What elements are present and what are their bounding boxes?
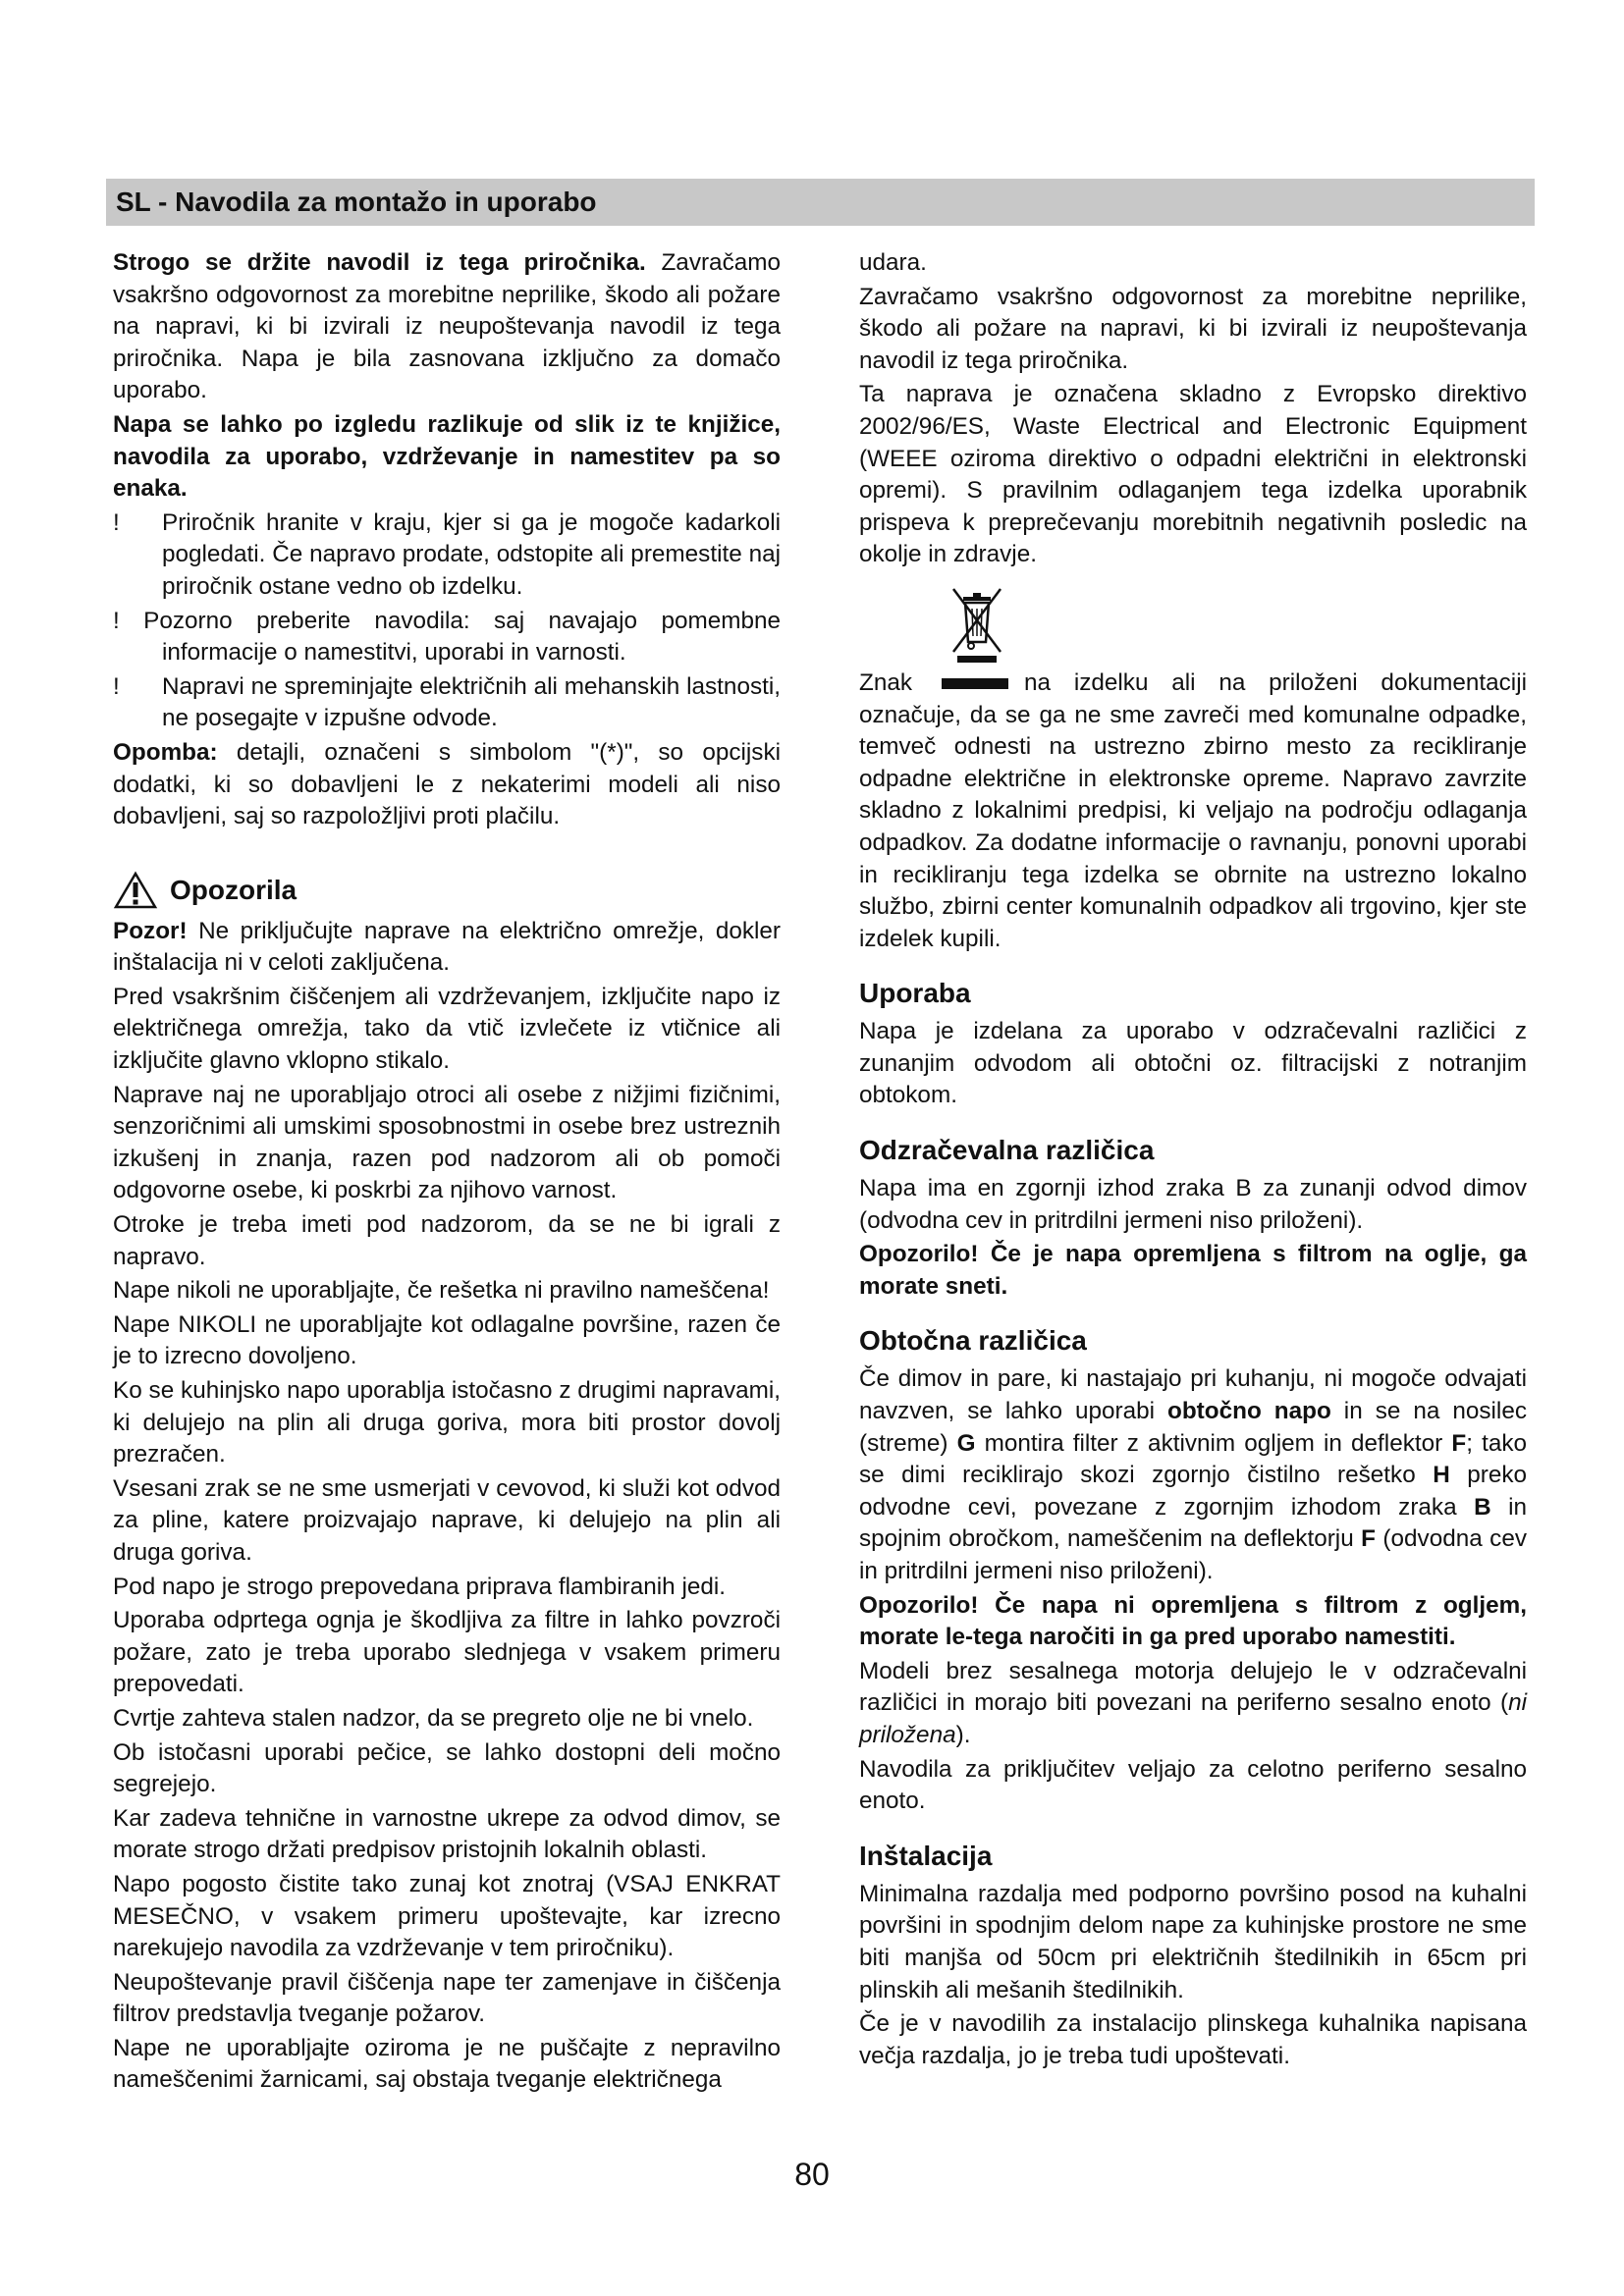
bold-run: B [1474,1493,1491,1521]
bullet-read-instructions: ! Pozorno preberite navodila: saj navajajo pomembne informacije o namestitvi, uporabi in varnosti. [113,607,781,667]
intro-text: Zavračamo vsakršno odgovornost za morebitne neprilike, škodo ali požare na napravi, ki bi izvirali iz neupoštevanja navodil iz tega priročnika. Napa je bila zasnovana izključno za domačo uporabo. [113,249,781,404]
obtocna-models [859,1656,1527,1752]
warnings-title: Opozorila [170,874,298,905]
weee-symbol-paragraph [859,667,1527,955]
warning-item: Nape ne uporabljajte oziroma je ne puščajte z nepravilno nameščenimi žarnicami, saj obstaja tveganje električnega [113,2034,781,2094]
bold-run: obtočno napo [1166,1398,1331,1425]
italic-run: ni priložena [859,1689,1527,1748]
instalacija-heading: Inštalacija [859,1840,993,1871]
instalacija-text: Minimalna razdalja med podporno površino posod na kuhalni površini in spodnjim delom nape za kuhinjske prostore ne sme biti manjša od 50cm pri električnih štedilnikih in 65cm pri plinskih ali mešanih štedilnikih. [859,1880,1527,2003]
text-run: (odvodna cev in pritrdilni jermeni niso priloženi). [859,1525,1527,1584]
left-column [113,247,781,2099]
bullet-keep-manual [113,507,781,604]
warning-item: Otroke je treba imeti pod nadzorom, da se ne bi igrali z napravo. [113,1211,781,1270]
warning-item: Pod napo je strogo prepovedana priprava flambiranih jedi. [113,1573,727,1600]
obtocna-heading: Obtočna različica [859,1325,1087,1357]
uporaba-text: Napa je izdelana za uporabo v odzračevalni različici z zunanjim odvodom ali obtočni oz. filtracijski z notranjim obtokom. [859,1018,1527,1109]
znak-label: Znak [859,668,913,696]
warning-item: Neupoštevanje pravil čiščenja nape ter zamenjave in čiščenja filtrov predstavlja tveganje požarov. [113,1968,781,2028]
bold-run: G [956,1429,976,1457]
warning-item: Ob istočasni uporabi pečice, se lahko dostopni deli močno segrejejo. [113,1738,781,1798]
warning-item: Pred vsakršnim čiščenjem ali vzdrževanjem, izključite napo iz električnega omrežja, tako da vtič izvlečete iz vtičnice ali izključite glavno vklopno stikalo. [113,983,781,1075]
instalacija-text-2: Če je v navodilih za instalacijo plinskega kuhalnika napisana večja razdalja, jo je treba tudi upoštevati. [859,2010,1527,2069]
odzracevalna-heading: Odzračevalna različica [859,1135,1155,1166]
bold-run: F [1361,1525,1376,1553]
znak-text: na izdelku ali na priloženi dokumentaciji označuje, da se ga ne sme zavreči med komunalne odpadke, temveč odnesti na ustrezno zbirno mesto za recikliranje odpadne električne in elektronske opreme. Napravo zavrzite skladno z lokalnimi predpisi, ki veljajo na področju odlaganja odpadkov. Za dodatne informacije o ravnanju, ponovni uporabi in recikliranju tega izdelka se obrnite na ustrezno lokalno službo, zbirni center komunalnih odpadkov ali trgovino, kjer ste izdelek kupili. [859,668,1527,952]
text-run: preko odvodne cevi, povezane z zgornjim izhodom zraka [859,1462,1527,1521]
uporaba-heading: Uporaba [859,978,971,1009]
odzracevalna-warning: Opozorilo! Če je napa opremljena s filtrom na oglje, ga morate sneti. [859,1241,1527,1300]
obtocna-warning: Opozorilo! Če napa ni opremljena s filtrom z ogljem, morate le-tega naročiti in ga pred uporabo namestiti. [859,1591,1527,1651]
text-run: in se na nosilec (streme) [859,1398,1527,1457]
bold-run: F [1451,1429,1467,1457]
warning-item: Vsesani zrak se ne sme usmerjati v cevovod, ki služi kot odvod za pline, katere proizvajajo naprave, ki delujejo na plin ali druga goriva. [113,1474,781,1566]
warnings-heading [113,871,781,910]
warning-triangle-icon [113,871,158,910]
warning-item: Kar zadeva tehnične in varnostne ukrepe za odvod dimov, se morate strogo držati predpisov pristojnih lokalnih oblasti. [113,1804,781,1864]
warning-caution-label: Pozor! [113,917,188,944]
right-column [859,247,1527,2074]
text-run: Če dimov in pare, ki nastajajo pri kuhanju, ni mogoče odvajati navzven, se lahko uporabi [859,1365,1527,1425]
section-header-bar [106,179,1535,226]
continued-text: udara. [859,249,927,276]
warning-item: Naprave naj ne uporabljajo otroci ali osebe z nižjimi fizičnimi, senzoričnimi ali umskimi sposobnostmi in osebe brez ustreznih izkušenj in znanja, razen pod nadzorom ali ob pomoči odgovorne osebe, ki poskrbi za njihovo varnost. [113,1081,781,1204]
page-number: 80 [794,2157,830,2192]
warning-text: Ne priključujte naprave na električno omrežje, dokler inštalacija ni v celoti zaključena. [113,917,781,977]
warning-item: Napo pogosto čistite tako zunaj kot znotraj (VSAJ ENKRAT MESEČNO, v vsakem primeru upoštevajte, kar izrecno narekujejo navodila za vzdrževanje v tem priročniku). [113,1870,781,1962]
text-run: in spojnim obročkom, nameščenim na deflektorju [859,1493,1527,1553]
warning-item: Uporaba odprtega ognja je škodljiva za filtre in lahko povzroči požare, zato je treba uporabo slednjega v vsakem primeru prepovedati. [113,1607,781,1698]
black-bar-symbol [942,678,1008,689]
text-run: ; tako se dimi reciklirajo skozi zgornjo čistilno rešetko [859,1429,1527,1489]
warning-item: Ko se kuhinjsko napo uporablja istočasno z drugimi napravami, ki delujejo na plin ali druga goriva, mora biti prostor dovolj prezračen. [113,1377,781,1468]
text-run: montira filter z aktivnim ogljem in deflektor [975,1429,1452,1457]
text-run: ). [955,1721,971,1748]
warning-item: Nape NIKOLI ne uporabljajte kot odlagalne površine, razen če je to izrecno dovoljeno. [113,1310,781,1370]
note-text: detajli, označeni s simbolom "(*)", so opcijski dodatki, ki so dobavljeni le z nekaterimi modeli ali niso dobavljeni, saj so razpoložljivi proti plačilu. [113,738,781,830]
weee-paragraph: Ta naprava je označena skladno z Evropsko direktivo 2002/96/ES, Waste Electrical and Electronic Equipment (WEEE oziroma direktivo o odpadni električni in elektronski opremi). S pravilnim odlaganjem tega izdelka uporabnik prispeva k preprečevanju morebitnih negativnih posledic na okolje in zdravje. [859,381,1527,568]
odzracevalna-text: Napa ima en zgornji izhod zraka B za zunanji odvod dimov (odvodna cev in pritrdilni jermeni niso priloženi). [859,1175,1527,1234]
bullet-no-modify-text: Napravi ne spreminjajte električnih ali mehanskih lastnosti, ne posegajte v izpušne odvode. [162,672,781,732]
intro-paragraph [113,247,781,407]
warning-item: Nape nikoli ne uporabljajte, če rešetka ni pravilno nameščena! [113,1277,770,1305]
note-label: Opomba: [113,738,218,766]
obtocna-text [859,1363,1527,1587]
bullet-keep-manual-text: Priročnik hranite v kraju, kjer si ga je mogoče kadarkoli pogledati. Če napravo prodate, odstopite ali premestite naj priročnik ostane vedno ob izdelku. [162,508,781,600]
bullet-no-modify [113,671,781,735]
appearance-note: Napa se lahko po izgledu razlikuje od slik iz te knjižice, navodila za uporabo, vzdrževanje in namestitev pa so enaka. [113,410,781,503]
warning-item [113,916,781,980]
exclamation-mark: ! [113,508,120,536]
liability-paragraph: Zavračamo vsakršno odgovornost za morebitne neprilike, škodo ali požare na napravi, ki bi izvirali iz neupoštevanja navodil iz tega priročnika. [859,283,1527,374]
warning-item: Cvrtje zahteva stalen nadzor, da se pregreto olje ne bi vnelo. [113,1704,754,1732]
note-paragraph [113,737,781,833]
text-run: Modeli brez sesalnega motorja delujejo le v odzračevalni različici in morajo biti povezani na periferno sesalno enoto ( [859,1657,1527,1717]
obtocna-note: Navodila za priključitev veljajo za celotno periferno sesalno enoto. [859,1755,1527,1815]
section-title: SL - Navodila za montažo in uporabo [116,187,597,217]
bold-run: H [1433,1462,1450,1489]
crossed-out-bin-icon [946,587,1008,664]
intro-bold: Strogo se držite navodil iz tega priročnika. [113,249,646,276]
exclamation-mark: ! [113,672,120,700]
